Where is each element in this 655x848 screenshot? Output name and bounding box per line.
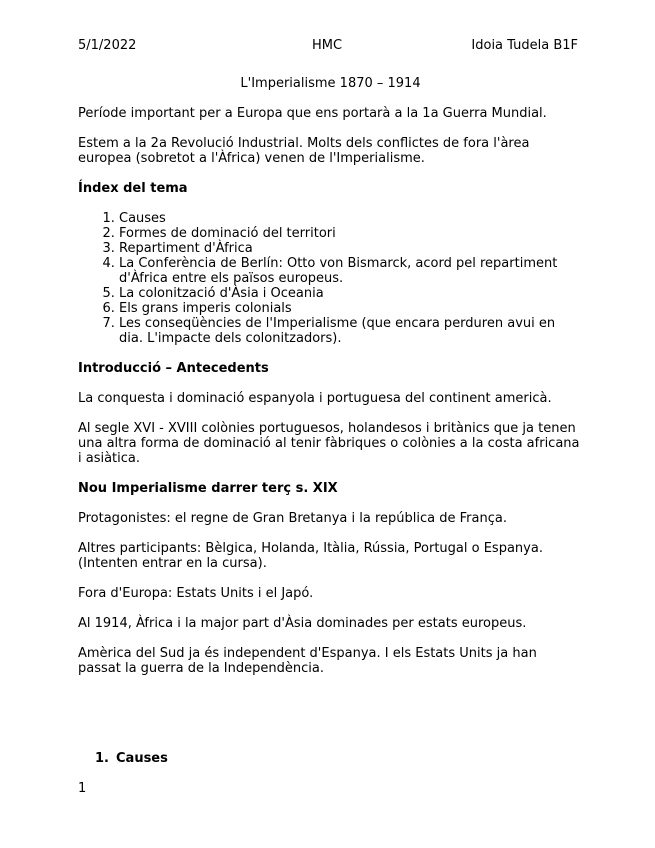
index-item: 4. La Conferència de Berlín: Otto von Bismarck, acord pel repartiment d'Àfrica entre els països europeus. — [119, 256, 583, 286]
nou-imperialisme-paragraph: Fora d'Europa: Estats Units i el Japó. — [78, 586, 314, 601]
antecedents-paragraph: La conquesta i dominació espanyola i portuguesa del continent americà. — [78, 391, 552, 406]
index-item: 3. Repartiment d'Àfrica — [119, 241, 583, 256]
index-item: 2. Formes de dominació del territori — [119, 226, 583, 241]
index-heading: Índex del tema — [78, 181, 188, 196]
header-date: 5/1/2022 — [78, 38, 137, 53]
header-subject: HMC — [312, 38, 343, 53]
index-item: 1. Causes — [119, 211, 583, 226]
page-header — [78, 38, 578, 54]
nou-imperialisme-paragraph: Amèrica del Sud ja és independent d'Espanya. I els Estats Units ja han passat la guerra de la Independència. — [78, 646, 537, 676]
nou-imperialisme-paragraph: Protagonistes: el regne de Gran Bretanya i la república de França. — [78, 511, 507, 526]
header-author: Idoia Tudela B1F — [471, 38, 578, 53]
index-list — [78, 211, 583, 346]
antecedents-paragraph: Al segle XVI - XVIII colònies portuguesos, holandesos i britànics que ja tenen una altra forma de dominació al tenir fàbriques o colònies a la costa africana i asiàtica. — [78, 421, 580, 466]
page-number: 1 — [78, 781, 87, 796]
document-title: L'Imperialisme 1870 – 1914 — [240, 76, 421, 91]
nou-imperialisme-heading: Nou Imperialisme darrer terç s. XIX — [78, 481, 338, 496]
antecedents-heading: Introducció – Antecedents — [78, 361, 269, 376]
index-item: 6. Els grans imperis colonials — [119, 301, 583, 316]
causes-section-title: Causes — [116, 751, 168, 766]
causes-section-number: 1. — [95, 751, 109, 766]
intro-paragraph: Període important per a Europa que ens portarà a la 1a Guerra Mundial. — [78, 106, 547, 121]
nou-imperialisme-paragraph: Al 1914, Àfrica i la major part d'Àsia dominades per estats europeus. — [78, 616, 527, 631]
index-item: 5. La colonització d'Àsia i Oceania — [119, 286, 583, 301]
index-item: 7. Les conseqüències de l'Imperialisme (que encara perduren avui en dia. L'impacte dels colonitzadors). — [119, 316, 583, 346]
nou-imperialisme-paragraph: Altres participants: Bèlgica, Holanda, Itàlia, Rússia, Portugal o Espanya. (Intenten entrar en la cursa). — [78, 541, 543, 571]
causes-section-heading — [95, 751, 168, 766]
document-body — [78, 76, 583, 691]
intro-paragraph: Estem a la 2a Revolució Industrial. Molts dels conflictes de fora l'àrea europea (sobretot a l'Àfrica) venen de l'Imperialisme. — [78, 136, 530, 166]
